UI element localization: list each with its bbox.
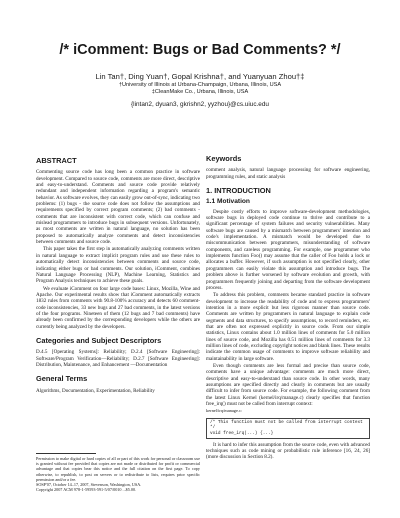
abstract-paragraph: This paper takes the first step in automatically analyzing comments written in natural language to extract implicit program rules and use these rules to automatically detect inconsistencies between comments and source code, indicating either bugs or bad comments. Our solution, iComment, combines Natural Language Processing (NLP), Machine Learning, Statistics and Program Analysis techniques to achieve these goals. <box>36 246 200 285</box>
code-example <box>206 418 370 439</box>
affiliation-2: ‡CleanMake Co., Urbana, Illinois, USA <box>151 89 249 95</box>
code-function-line: void free_irq(...) {...} <box>210 430 274 436</box>
copyright-footnote <box>36 453 200 492</box>
copyright-text: Permission to make digital or hard copies of all or part of this work for personal or classroom use is granted without fee provided that copies are not made or distributed for profit or commercial advantage and that copies bear this notice and the full citation on the first page. To copy otherwise, to republish, to post on servers or to redistribute to lists, requires prior specific permission and/or a fee. <box>36 456 200 482</box>
paper-title: /* iComment: Bugs or Bad Comments? */ <box>59 42 341 58</box>
intro-paragraph: To address this problem, comments became standard practice in software development to increase the readability of code and to express programmers' intention in a more explicit but less rigorous manner than source code. Comments are written by programmers in natural language to explain code segments and data structures, to specify assumptions, to record reminders, etc. that are often not expressed explicitly in source code. From our simple statistics, Linux contains about 1.0 million lines of comments for 5.0 million lines of source code, and Mozilla has 0.51 million lines of comments for 3.3 million lines of code, excluding copyright notices and blank lines. These results indicate the common usage of comments to improve software reliability and maintainability in large software. <box>206 292 370 362</box>
abstract-paragraph: We evaluate iComment on four large code bases: Linux, Mozilla, Wine and Apache. Our experimental results show that iComment automatically extracts 1832 rules from comments with 90.8-100% accuracy and detects 60 comment-code inconsistencies, 33 new bugs and 27 bad comments, in the latest versions of the four programs. Nineteen of them (12 bugs and 7 bad comments) have already been confirmed by the corresponding developers while the others are currently being analyzed by the developers. <box>36 285 200 330</box>
keywords-text: comment analysis, natural language processing for software engineering, programming rules, and static analysis <box>206 167 370 180</box>
motivation-subheading: 1.1 Motivation <box>206 198 250 206</box>
code-label: kernel/irq/manage.c: <box>206 408 243 414</box>
right-column <box>206 156 370 462</box>
categories-heading: Categories and Subject Descriptors <box>36 335 162 345</box>
intro-paragraph: It is hard to infer this assumption from the source code, even with advanced techniques such as code mining or probabilistic rule inference [16, 24, 26] (more discussion in Section 8.2). <box>206 441 370 461</box>
categories-text: D.4.5 [Operating Systems]: Reliability; D.2.4 [Software Engineering]: Software/Program Verification—Reliability; D.2.7 [Software Engineering]: Distribution, Maintenance, and Enhancement —Documentation <box>36 349 200 368</box>
intro-paragraph: Despite costly efforts to improve software-development methodologies, software bugs in deployed code continue to thrive and contribute to a significant percentage of system failures and security vulnerabilities. Many software bugs are caused by a mismatch between programmers' intention and code's implementation. A mismatch would be developed due to miscommunication between programmers, misunderstanding of software components, and careless programming. For example, one programmer who implements function Foo() may assume that the caller of Foo holds a lock or allocates a buffer. However, if such assumption is not specified clearly, other programmers can easily violate this assumption and introduce bugs. The problem above is further worsened by software evolution and growth, with programmers frequently joining and departing from the software development process. <box>206 208 370 291</box>
author-list: Lin Tan†, Ding Yuan†, Gopal Krishna†, and Yuanyuan Zhou†‡ <box>95 72 305 81</box>
left-column <box>36 158 200 395</box>
intro-paragraph: Even though comments are less formal and precise than source code, comments have a unique advantage: comments are much more direct, descriptive and easy-to-understand than source code. In other words, many assumptions are specified directly and clearly in comments but are usually difficult to infer from source code. For example, the following comment from the latest Linux Kernel (kernel/irq/manage.c) clearly specifies that function free_irq() must not be called from interrupt context: <box>206 362 370 408</box>
keywords-heading: Keywords <box>206 154 242 163</box>
introduction-heading: 1. INTRODUCTION <box>206 186 271 196</box>
code-comment-line: /* This function must not be called from interrupt context */ <box>210 419 363 431</box>
author-emails: {lintan2, dyuan3, gkrishn2, yyzhou}@cs.uiuc.edu <box>131 101 269 108</box>
copyright-line: Copyright 2007 ACM 978-1-59593-591-5/07/0010 ...$5.00. <box>36 487 137 493</box>
general-terms-text: Algorithms, Documentation, Experimentation, Reliability <box>36 387 155 394</box>
general-terms-heading: General Terms <box>36 374 88 384</box>
copyright-venue: SOSP'07, October 14–17, 2007, Stevenson, Washington, USA. <box>36 482 142 488</box>
affiliation-1: †University of Illinois at Urbana-Champaign, Urbana, Illinois, USA <box>118 82 282 88</box>
footnote-rule <box>36 453 96 454</box>
abstract-paragraph: Commenting source code has long been a common practice in software development. Compared to source code, comments are more direct, descriptive and easy-to-understand. Comments and source code provide relatively redundant and independent information regarding a program's semantic behavior. As software evolves, they can easily grow out-of-sync, indicating two problems: (1) bugs - the source code does not follow the assumptions and requirements specified by correct program comments; (2) bad comments - comments that are inconsistent with correct code, which can confuse and mislead programmers to introduce bugs in subsequent versions. Unfortunately, as most comments are written in natural language, no solution has been proposed to automatically analyze comments and detect inconsistencies between comments and source code. <box>36 169 200 246</box>
abstract-heading: ABSTRACT <box>36 156 77 165</box>
